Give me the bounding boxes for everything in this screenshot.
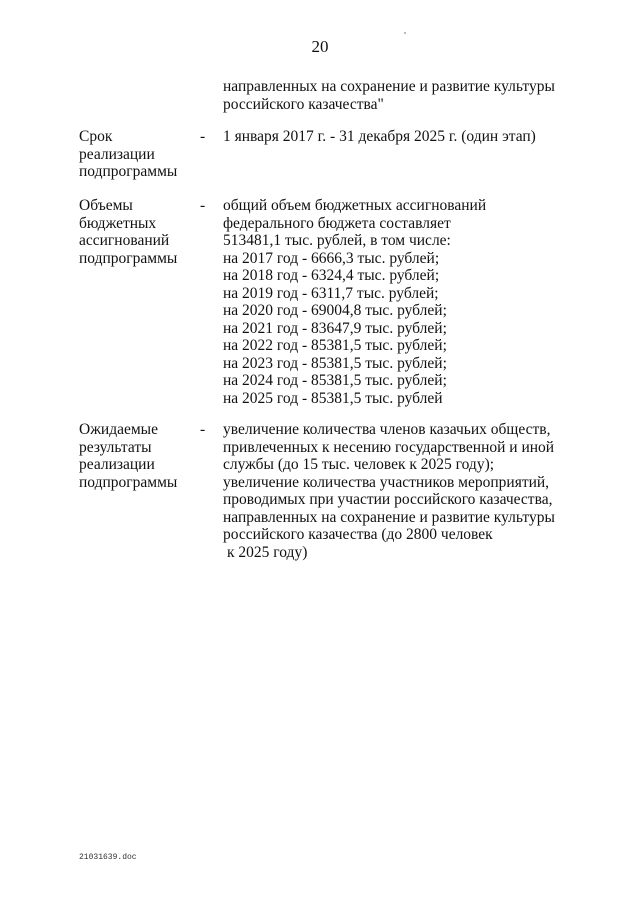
row-value [223, 128, 593, 146]
row-dash: - [200, 197, 206, 214]
row-dash: - [200, 128, 206, 145]
row-label [79, 197, 197, 267]
page-number: 20 [311, 37, 329, 56]
continuation-line: российского казачества" [223, 95, 384, 113]
value-line: на 2020 год - 69004,8 тыс. рублей; [223, 302, 447, 319]
value-line: направленных на сохранение и развитие культуры [223, 508, 555, 526]
label-line: реализации [79, 145, 155, 163]
value-line: на 2018 год - 6324,4 тыс. рублей; [223, 267, 440, 284]
value-line: 1 января 2017 г. - 31 декабря 2025 г. (один этап) [223, 128, 536, 145]
label-line: результаты [79, 438, 152, 456]
value-line: российского казачества (до 2800 человек [223, 526, 493, 543]
continuation-line: направленных на сохранение и развитие культуры [223, 78, 555, 95]
value-line: 513481,1 тыс. рублей, в том числе: [223, 232, 451, 249]
scan-speck [404, 32, 406, 34]
value-line: увеличение количества участников мероприятий, [223, 473, 550, 491]
value-line: на 2021 год - 83647,9 тыс. рублей; [223, 319, 447, 337]
row-label [79, 128, 197, 181]
label-line: подпрограммы [79, 163, 178, 180]
value-line: на 2024 год - 85381,5 тыс. рублей; [223, 372, 447, 389]
row-value [223, 421, 593, 561]
row-dash: - [200, 421, 206, 438]
label-line: Срок [79, 128, 113, 145]
label-line: бюджетных [79, 214, 157, 232]
row-label [79, 421, 197, 491]
document-code: 21031639.doc [79, 853, 137, 862]
value-line: на 2022 год - 85381,5 тыс. рублей; [223, 337, 447, 354]
continuation-text [223, 78, 583, 113]
label-line: ассигнований [79, 232, 170, 249]
value-line: на 2019 год - 6311,7 тыс. рублей; [223, 284, 439, 302]
value-line: службы (до 15 тыс. человек к 2025 году); [223, 456, 495, 473]
row-value [223, 197, 593, 407]
value-line: на 2025 год - 85381,5 тыс. рублей [223, 389, 443, 407]
value-line: федерального бюджета составляет [223, 214, 451, 232]
label-line: Ожидаемые [79, 421, 158, 438]
value-line: на 2023 год - 85381,5 тыс. рублей; [223, 354, 447, 372]
value-line: увеличение количества членов казачьих обществ, [223, 421, 551, 438]
value-line: проводимых при участии российского казачества, [223, 491, 553, 508]
label-line: Объемы [79, 197, 133, 214]
label-line: подпрограммы [79, 249, 178, 267]
value-line: к 2025 году) [227, 543, 308, 561]
value-line: на 2017 год - 6666,3 тыс. рублей; [223, 249, 440, 267]
label-line: подпрограммы [79, 473, 178, 491]
value-line: привлеченных к несению государственной и иной [223, 438, 555, 456]
value-line: общий объем бюджетных ассигнований [223, 197, 487, 214]
label-line: реализации [79, 456, 155, 473]
